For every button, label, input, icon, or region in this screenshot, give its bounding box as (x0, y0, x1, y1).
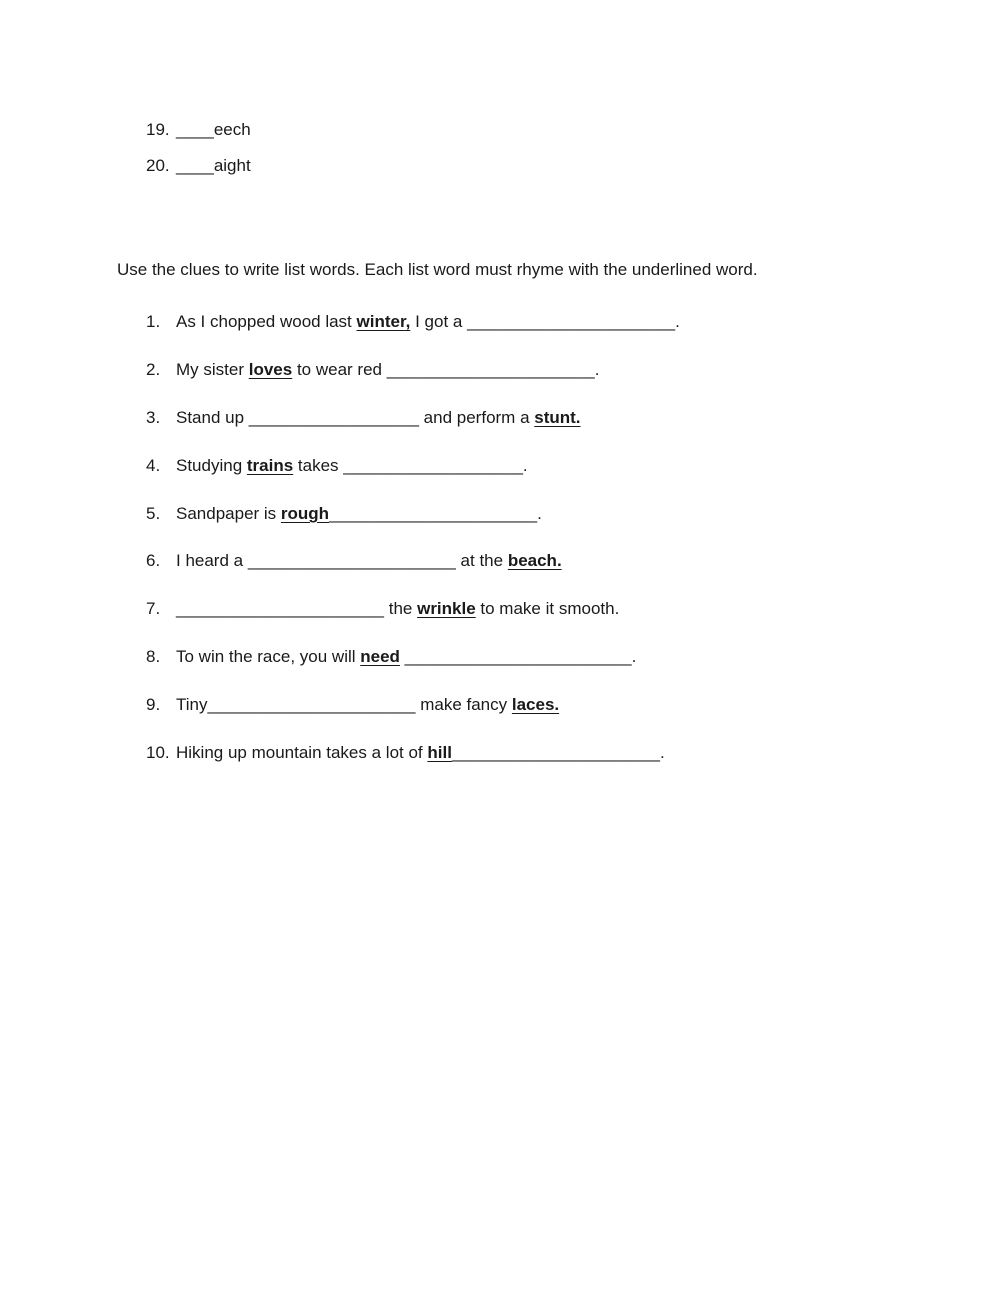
rhyme-keyword: beach. (507, 551, 562, 570)
question-number: 10. (146, 743, 170, 762)
question-number: 7. (146, 599, 161, 618)
item-20-text: ____aight (176, 156, 251, 175)
rhyme-keyword: wrinkle (417, 599, 476, 618)
rhyme-keyword: winter, (356, 312, 411, 331)
question-number: 3. (146, 408, 161, 427)
rhyme-keyword: hill (427, 743, 452, 762)
question-text-after: takes ___________________. (293, 456, 528, 475)
rhyme-keyword: trains (246, 456, 294, 475)
question-number: 8. (146, 647, 161, 666)
item-19-number: 19. (146, 120, 170, 139)
rhyme-keyword: loves (248, 360, 293, 379)
question-text-before: Tiny______________________ make fancy (176, 695, 512, 714)
rhyme-keyword: laces. (511, 695, 560, 714)
question-number: 2. (146, 360, 161, 379)
question-text-after: I got a ______________________. (410, 312, 680, 331)
question-text-after: ______________________. (329, 504, 542, 523)
question-number: 1. (146, 312, 161, 331)
rhyme-keyword: need (360, 647, 400, 666)
rhyme-keyword: stunt. (534, 408, 581, 427)
question-text-before: I heard a ______________________ at the (176, 551, 508, 570)
question-text-before: Studying (176, 456, 247, 475)
question-number: 4. (146, 456, 161, 475)
question-text-before: Hiking up mountain takes a lot of (176, 743, 428, 762)
question-text-after: to wear red ______________________. (292, 360, 600, 379)
question-text-before: As I chopped wood last (176, 312, 357, 331)
instructions: Use the clues to write list words. Each list word must rhyme with the underlined word. (117, 260, 758, 279)
question-number: 6. (146, 551, 161, 570)
item-20-number: 20. (146, 156, 170, 175)
question-text-before: ______________________ the (176, 599, 418, 618)
question-number: 9. (146, 695, 161, 714)
question-text-before: My sister (176, 360, 249, 379)
question-text-before: Stand up __________________ and perform a (176, 408, 535, 427)
rhyme-keyword: rough (280, 504, 330, 523)
question-text-after: to make it smooth. (475, 599, 620, 618)
question-text-before: To win the race, you will (176, 647, 361, 666)
question-number: 5. (146, 504, 161, 523)
question-text-after: ________________________. (399, 647, 637, 666)
item-19-text: ____eech (176, 120, 251, 139)
question-text-before: Sandpaper is (176, 504, 281, 523)
question-text-after: ______________________. (451, 743, 665, 762)
